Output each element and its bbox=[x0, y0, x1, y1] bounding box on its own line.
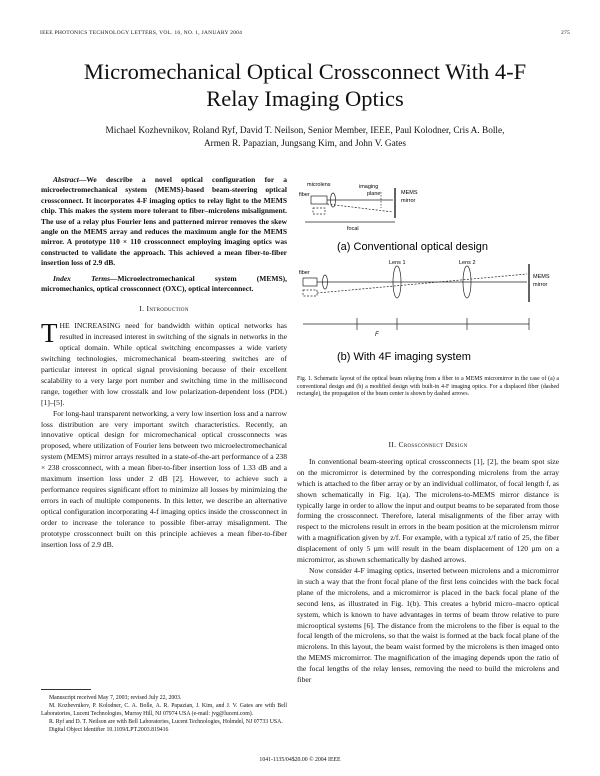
author-list bbox=[60, 125, 550, 151]
figure-1 bbox=[297, 178, 559, 368]
footnote-affiliation-1: M. Kozhevnikov, P. Kolodner, C. A. Bolle, A. R. Papazian, J. Kim, and J. V. Gates are with Bell Laboratories, Lucent Technologies, Murray Hill, NJ 07974 USA (e-mail: jvg@lucent.com). bbox=[41, 703, 287, 717]
title-line-1: Micromechanical Optical Crossconnect With 4-F bbox=[83, 59, 527, 84]
index-terms bbox=[41, 274, 287, 295]
section-heading-design: II. Crossconnect Design bbox=[388, 440, 468, 449]
copyright-footer: 1041-1135/04$20.00 © 2004 IEEE bbox=[259, 757, 341, 763]
footnote-doi: Digital Object Identifier 10.1109/LPT.2003.819416 bbox=[49, 727, 169, 733]
fig-label-fiber-top: fiber bbox=[299, 192, 310, 198]
diagram-b bbox=[303, 264, 529, 330]
diagram-a bbox=[305, 188, 395, 222]
figure-1-diagram bbox=[297, 178, 559, 368]
running-header bbox=[40, 30, 570, 42]
fig-label-lens2: Lens 2 bbox=[459, 260, 476, 266]
fig-label-fiber-bottom: fiber bbox=[299, 270, 310, 276]
drop-cap: T bbox=[41, 318, 58, 349]
fig-label-lens1: Lens 1 bbox=[389, 260, 406, 266]
fiber-a bbox=[311, 196, 327, 204]
fig-label-focal: focal bbox=[347, 226, 359, 232]
beam-a-displaced bbox=[327, 204, 393, 212]
index-terms-lead: Index Terms— bbox=[53, 273, 118, 283]
authors-line-2: Armen R. Papazian, Jungsang Kim, and John V. Gates bbox=[203, 139, 407, 149]
fig-label-f: F bbox=[375, 332, 379, 338]
fiber-b bbox=[303, 278, 317, 286]
intro-paragraph-2: For long-haul transparent networking, a very low insertion loss and a narrow loss distribution are very important switch characteristics. Recently, an innovative optical design for micromechanical optical crossconnects was proposed, where utilization of Fourier lens between two microelectromechanical system (MEMS) mirror arrays resulted in a state-of-the-art performance of a 238 × 238 crossconnect, with a mean fiber-to-fiber insertion loss of 1.33 dB and a maximum insertion loss under 2 dB [2]. However, to achieve such a performance requires significant effort to minimize all losses by minimizing the errors in each of multiple components. In this letter, we describe an alternative optical configuration incorporating 4-f imaging optics inside the crossconnect in order to increase the tolerance to possible fiber-array misalignment. The prototype crossconnect built on this principle achieves a mean fiber-to-fiber insertion loss of 2.9 dB. bbox=[41, 408, 287, 549]
fig-label-mems-bottom: MEMS bbox=[533, 274, 550, 280]
page-number: 275 bbox=[561, 30, 570, 36]
abstract bbox=[41, 175, 287, 269]
caption-sub-a: (a) Conventional optical design bbox=[337, 241, 489, 253]
fiber-b-displaced bbox=[303, 290, 317, 296]
footnote-received: Manuscript received May 7, 2003; revised July 22, 2003. bbox=[49, 695, 182, 701]
caption-sub-b: (b) With 4F imaging system bbox=[337, 351, 471, 363]
paper-title bbox=[40, 58, 570, 112]
footnotes bbox=[41, 689, 287, 734]
intro-paragraph-1 bbox=[41, 318, 287, 408]
journal-name: IEEE PHOTONICS TECHNOLOGY LETTERS, VOL. 16, NO. 1, JANUARY 2004 bbox=[40, 30, 243, 36]
fig-label-mems-top: MEMS bbox=[401, 190, 418, 196]
fig-label-mirror-bottom: mirror bbox=[533, 282, 548, 288]
fig-label-plane: plane bbox=[367, 191, 381, 197]
design-paragraph-2: Now consider 4-F imaging optics, inserted between microlens and a micromirror in such a way that the front focal plane of the first lens coincides with the back focal plane of the microlens, and a micromirror is placed in the back focal plane of the second lens, as illustrated in Fig. 1(b). This creates a hybrid micro–macro optical system, which is known to have advantages in terms of beam throw relative to pure microoptical systems [6]. The distance from the microlens to the fiber is equal to the focal length of the microlens, so that the waist is formed at the back focal plane of the microlens. In this layout, the beam waist formed by the microlens is then imaged onto the MEMS micromirror. The magnification of the imaging depends upon the ratio of the focal lengths of the relay lenses, removing the need to build the microlens and fiber bbox=[297, 565, 559, 685]
beam-b-displaced bbox=[317, 274, 527, 293]
design-paragraph-1: In conventional beam-steering optical crossconnects [1], [2], the beam spot size on the micromirror is determined by the corresponding microlens from the array which is attached to the fiber array or by an individual collimator, of focal length f, as shown schematically in Fig. 1(a). The microlens-to-MEMS mirror distance is typically large in order to allow the input and output beams to be separated from those forming the crossconnect. Therefore, lateral misalignments of the fiber array with respect to the microlens result in errors in the beam position at the microlensm mirror with a magnification given by z/f. For example, with a typical z/f ratio of 25, the fiber displacement of only 5 µm will result in the beam displacement of 120 µm on a micromirror, as shown schematically by dashed arrows. bbox=[297, 456, 559, 565]
intro-p1-text: HE INCREASING need for bandwidth within optical networks has resulted in increased interest in switching of the signals in networks in the optical domain. While optical switching encompasses a wide variety switching technologies, micromechanical beam-steering switches are of particular interest in optical signal provisioning because of their excellent scalability to a very large port number and switching time in the millisecond range, together with low crosstalk and low polarization-dependent loss (PDL) [1]–[5]. bbox=[41, 321, 287, 407]
abstract-text: We describe a novel optical configuration for a microelectromechanical system (MEMS)-based beam-steering optical crossconnect. It incorporates 4-F imaging optics to relay light to the MEMS chip. This makes the system more tolerant to fiber–microlens misalignment. The use of a relay plus Fourier lens and patterned mirror removes the skew angle on the MEMS array and reduces the maximum angle for the MEMS mirror. A prototype 110 × 110 crossconnect employing imaging optics was constructed to validate the approach. This achieved a mean fiber-to-fiber insertion loss of 2.9 dB. bbox=[41, 175, 287, 268]
footnote-affiliation-2: R. Ryf and D. T. Neilson are with Bell Laboratories, Lucent Technologies, Holmdel, NJ 07733 USA. bbox=[49, 719, 283, 725]
title-line-2: Relay Imaging Optics bbox=[206, 86, 404, 111]
abstract-lead: Abstract— bbox=[53, 175, 87, 184]
right-column bbox=[297, 440, 559, 686]
index-terms-text: Microelectromechanical system (MEMS), micromechanics, optical crossconnect (OXC), optical interconnect. bbox=[41, 273, 288, 294]
left-column bbox=[41, 175, 287, 550]
fig-label-microlens: microlens bbox=[307, 182, 331, 188]
section-heading-introduction: I. Introduction bbox=[139, 304, 189, 314]
fig-label-imaging: imaging bbox=[359, 184, 379, 190]
fig-label-mirror-top: mirror bbox=[401, 198, 416, 204]
footnote-rule bbox=[41, 689, 91, 690]
figure-caption: Fig. 1. Schematic layout of the optical beam relaying from a fiber to a MEMS micromirror in the case of (a) a conventional design and (b) a modified design with built-in 4-F imaging optics. For a displaced fiber (dashed rectangle), the propagation of the beam center is shown by dashed arrows. bbox=[297, 376, 559, 398]
authors-line-1: Michael Kozhevnikov, Roland Ryf, David T. Neilson, Senior Member, IEEE, Paul Kolodner, Cris A. Bolle, bbox=[105, 126, 505, 136]
fiber-a-displaced bbox=[313, 208, 325, 214]
